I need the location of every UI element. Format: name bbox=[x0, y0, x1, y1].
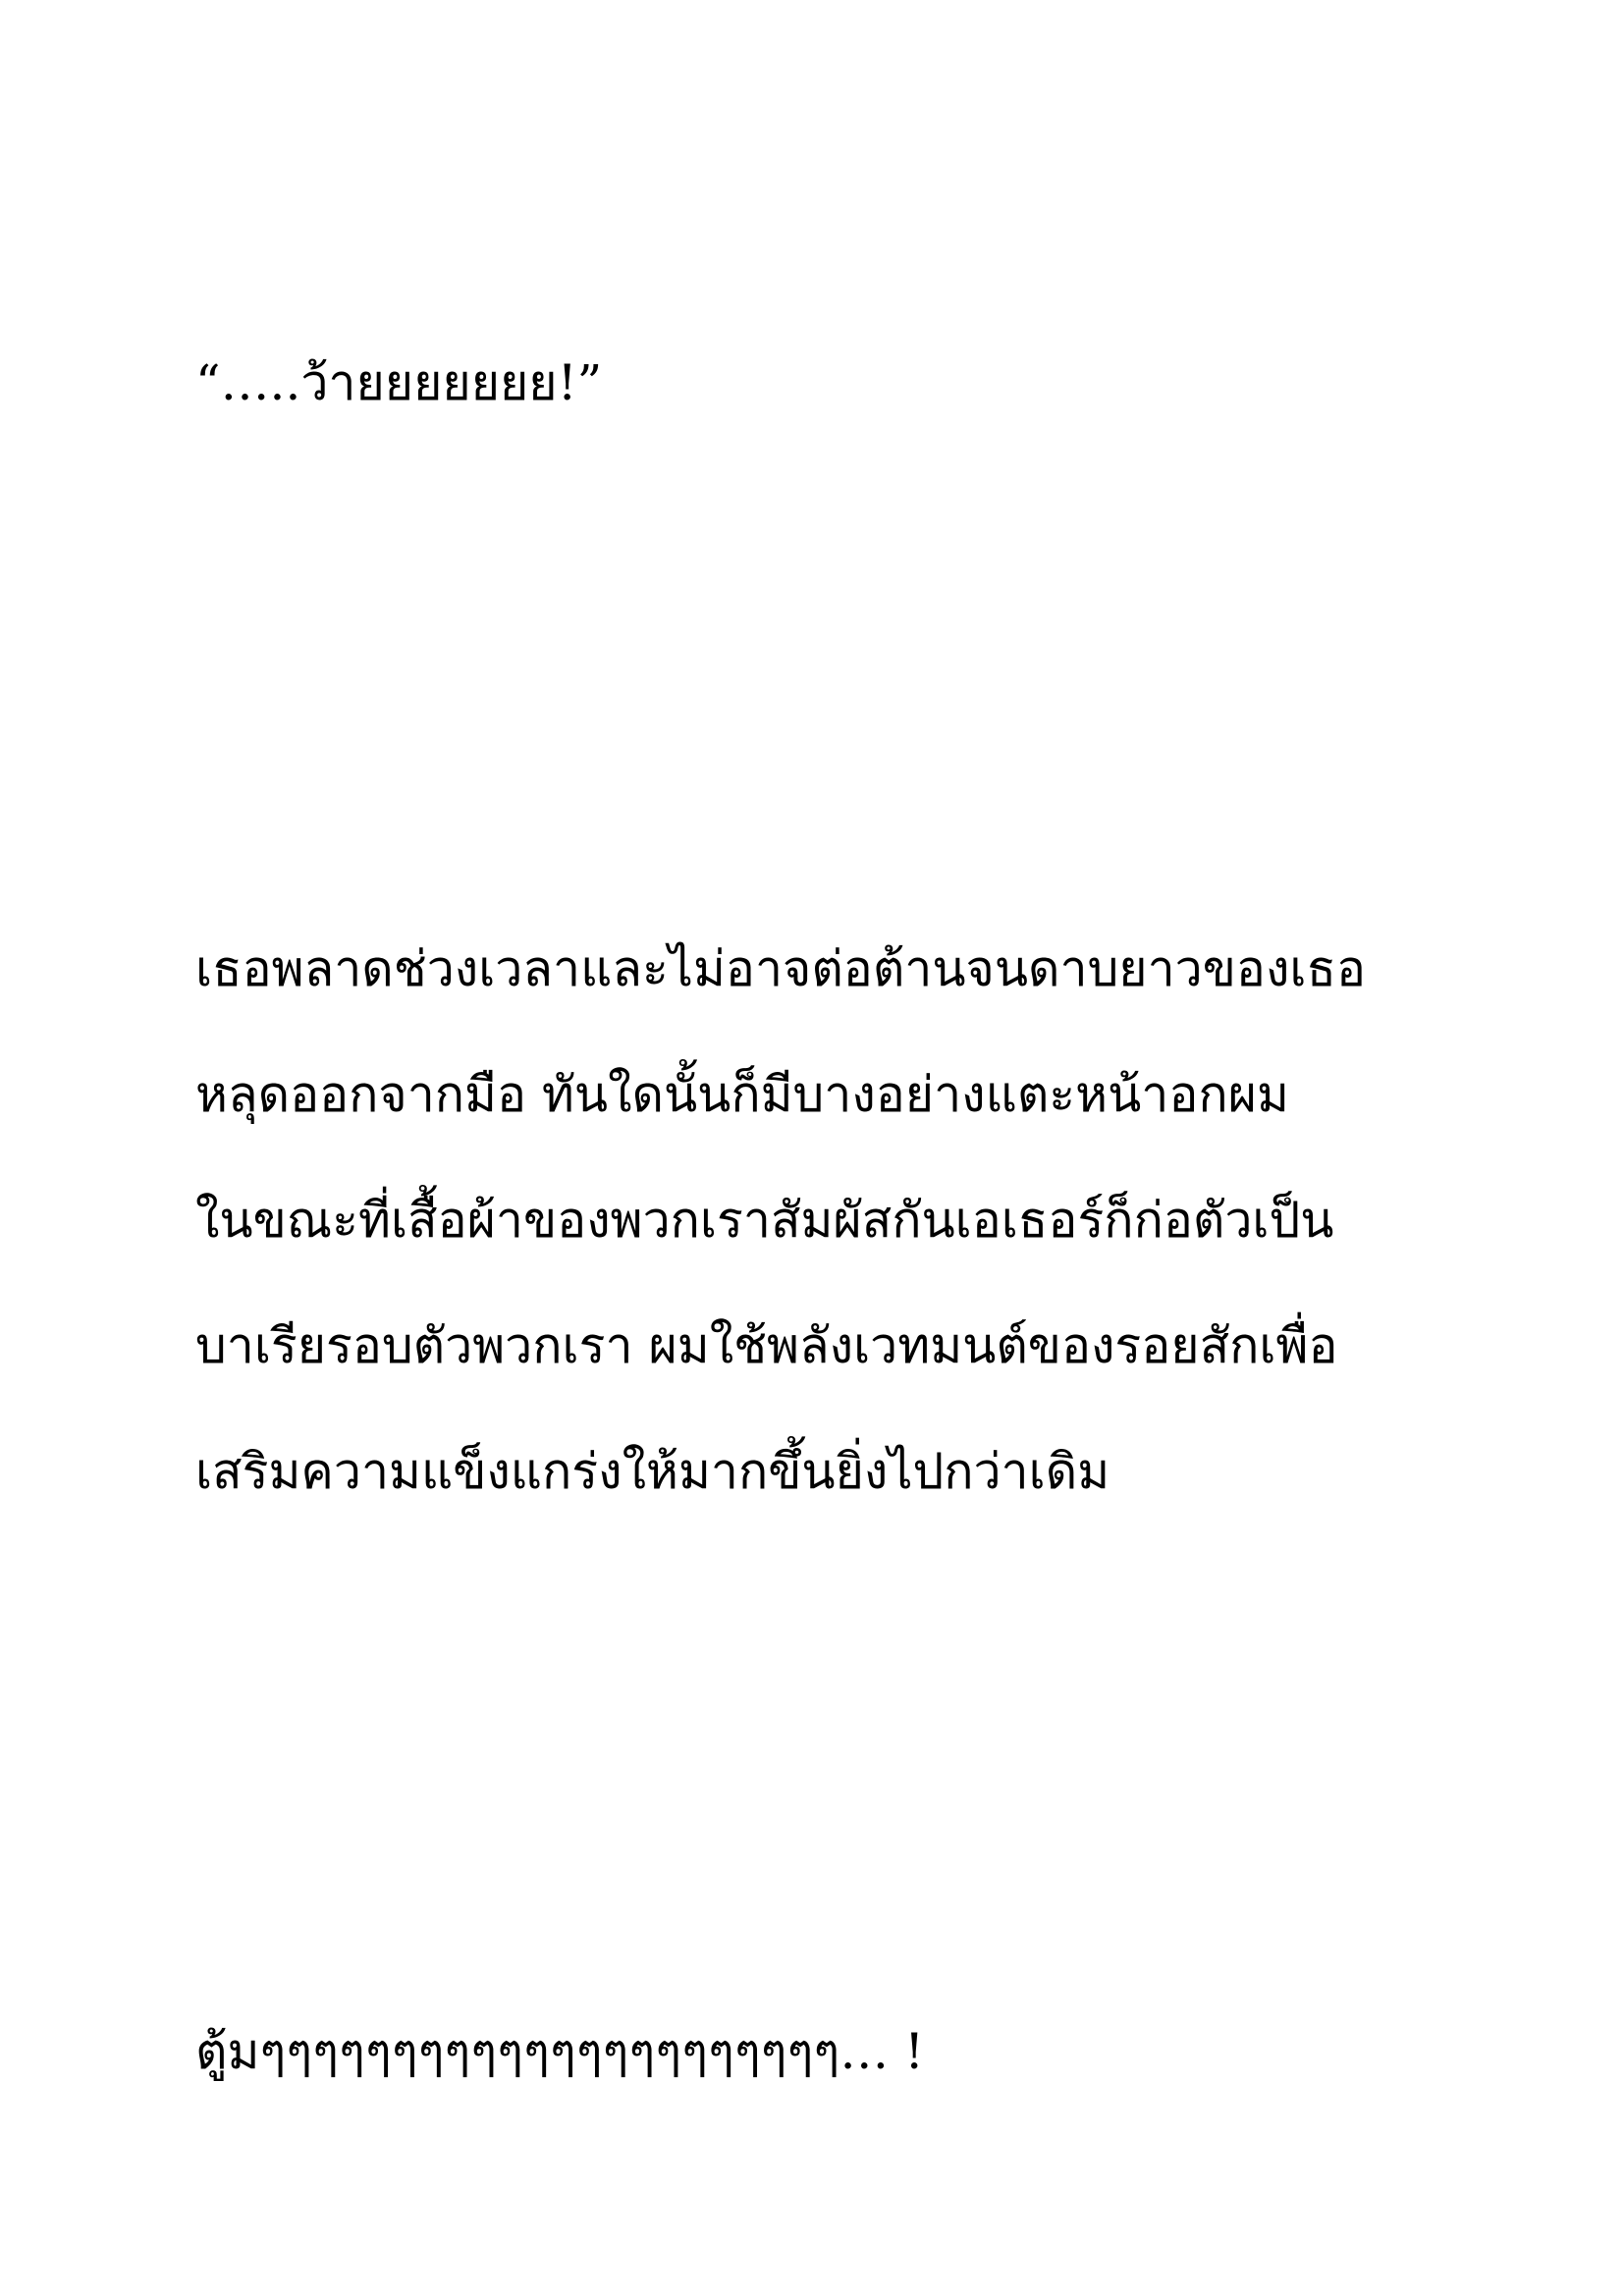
sound-effect-line: ตู้มๆๆๆๆๆๆๆๆๆๆๆๆๆๆๆๆๆๆๆๆๆๆ… ! bbox=[195, 2023, 925, 2080]
paragraph-line-3: ในขณะที่เสื้อผ้าของพวกเราสัมผัสกันเอเธอร์ก็ก่อตัวเป็น bbox=[195, 1192, 1334, 1249]
paragraph-line-2: หลุดออกจากมือ ทันใดนั้นก็มีบางอย่างแตะหน้าอกผม bbox=[195, 1066, 1289, 1123]
paragraph-line-4: บาเรียรอบตัวพวกเรา ผมใช้พลังเวทมนต์ของรอยสักเพื่อ bbox=[195, 1317, 1338, 1374]
dialogue-line: “…..ว้ายยยยยยย!” bbox=[195, 354, 603, 411]
paragraph-line-5: เสริมความแข็งแกร่งให้มากขึ้นยิ่งไปกว่าเดิม bbox=[195, 1443, 1110, 1500]
paragraph-line-1: เธอพลาดช่วงเวลาและไม่อาจต่อต้านจนดาบยาวของเธอ bbox=[195, 940, 1367, 997]
